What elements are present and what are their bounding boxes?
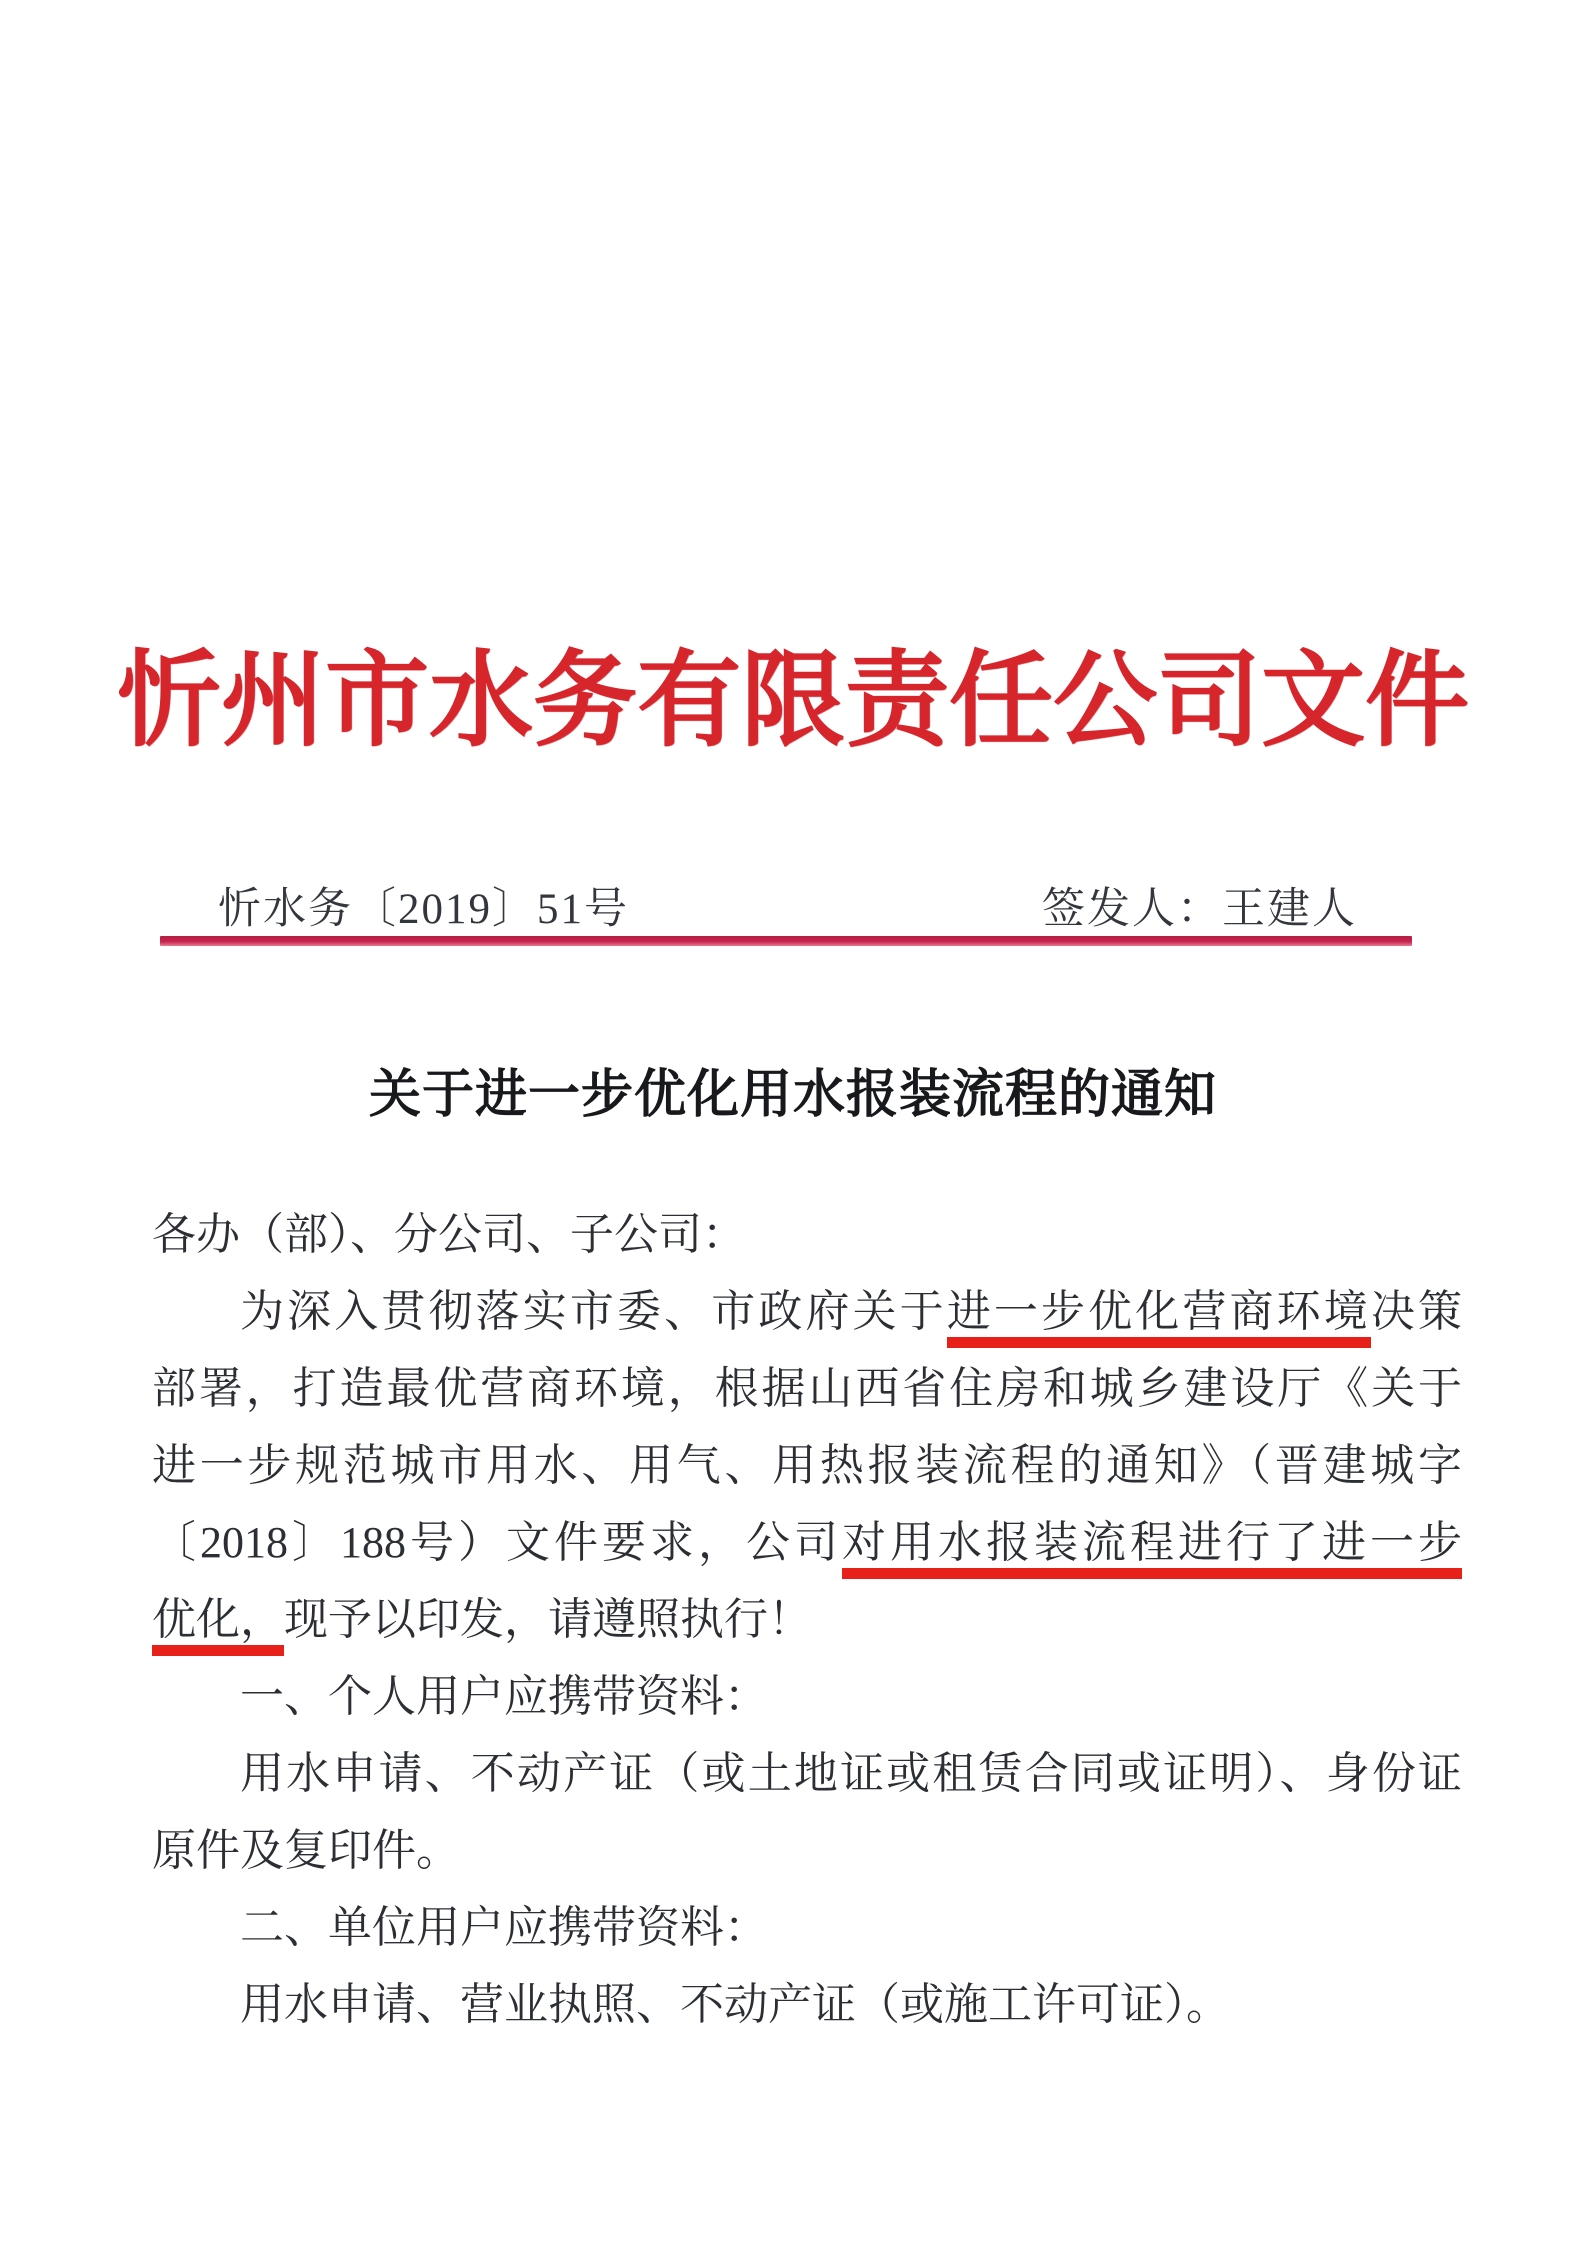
body-text: 一、个人用户应携带资料： [240,1672,768,1721]
document-title: 关于进一步优化用水报装流程的通知 [368,1067,1217,1124]
document-line [152,1735,1462,1812]
underlined-text: 对用水报装流程进行了进一步 [842,1518,1462,1579]
body-text: 原件及复印件。 [152,1826,460,1875]
document-line [152,1273,1462,1350]
body-text: 进一步规范城市用水、用气、用热报装流程的通知》（晋建城字 [152,1441,1462,1490]
red-divider-rule [160,936,1412,946]
body-text: 决策 [1370,1287,1463,1336]
document-line [152,1812,1462,1889]
body-text: 〔2018〕188号）文件要求，公司 [152,1518,842,1567]
document-line [152,1658,1462,1735]
body-text: 二、单位用户应携带资料： [240,1903,768,1952]
issuer-name: 签发人：王建人 [1042,886,1357,933]
body-text: 现予以印发，请遵照执行！ [284,1595,812,1644]
body-text: 部署，打造最优营商环境，根据山西省住房和城乡建设厅《关于 [152,1364,1462,1413]
body-text: 为深入贯彻落实市委、市政府关于 [240,1287,947,1336]
document-line [152,1889,1462,1966]
document-number-row [160,888,1412,936]
document-line [152,1196,1462,1273]
document-line [152,1504,1462,1581]
body-text: 用水申请、营业执照、不动产证（或施工许可证）。 [240,1980,1230,2029]
document-line [152,1350,1462,1427]
document-line [152,1966,1462,2043]
underlined-text: 优化， [152,1595,284,1656]
body-text: 各办（部）、分公司、子公司： [152,1210,746,1259]
document-line [152,1581,1462,1658]
document-body [152,1196,1462,2043]
body-text: 用水申请、不动产证（或土地证或租赁合同或证明）、身份证 [240,1749,1462,1798]
document-line [152,1427,1462,1504]
underlined-text: 进一步优化营商环境 [947,1287,1371,1348]
document-number: 忻水务〔2019〕51号 [218,886,629,933]
organization-title: 忻州市水务有限责任公司文件 [116,644,1469,759]
